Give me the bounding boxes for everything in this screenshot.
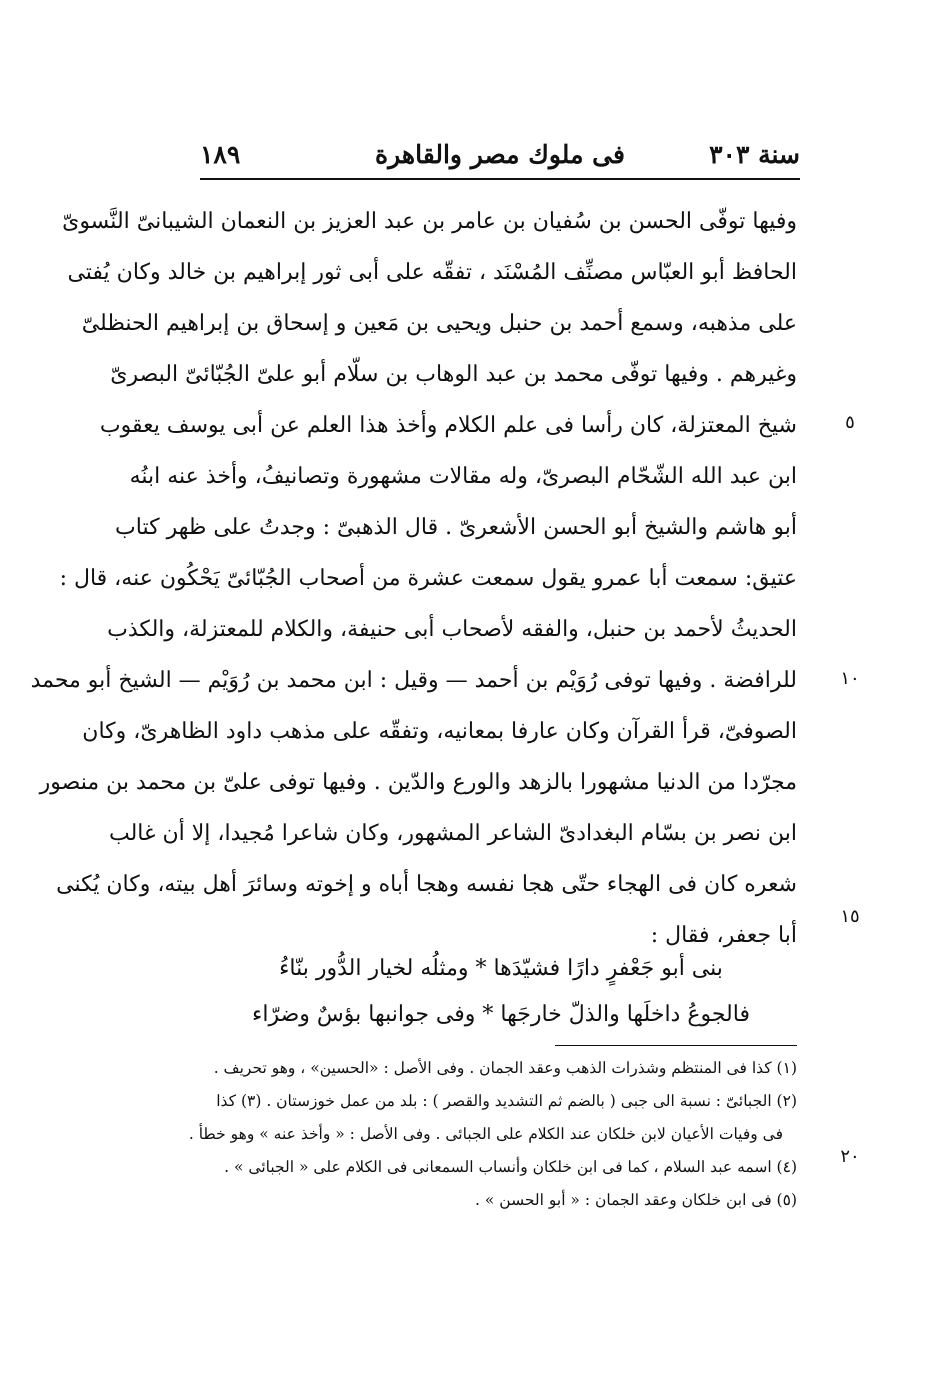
text-line: الحديثُ لأحمد بن حنبل، والفقه لأصحاب أبى حنيفة، والكلام للمعتزلة، والكذب — [107, 617, 797, 642]
text-line: للرافضة . وفيها توفى رُوَيْم بن أحمد — وقيل : ابن محمد بن رُوَيْم — الشيخ أبو محمد — [30, 668, 797, 693]
text-line: على مذهبه، وسمع أحمد بن حنبل ويحيى بن مَعين و إسحاق بن إبراهيم الحنظلىّ — [81, 311, 797, 336]
text-line: شيخ المعتزلة، كان رأسا فى علم الكلام وأخذ هذا العلم عن أبى يوسف يعقوب — [99, 413, 797, 438]
poem-verse-1: بنى أبو جَعْفرٍ دارًا فشيّدَها * ومثلُه لخيار الدُّور بنّاءُ — [279, 956, 723, 981]
text-line: وغيرهم . وفيها توفّى محمد بن عبد الوهاب بن سلّام أبو علىّ الجُبّائىّ البصرىّ — [110, 362, 797, 387]
main-text — [30, 196, 797, 961]
footnotes — [188, 1052, 797, 1217]
text-line: الصوفىّ، قرأ القرآن وكان عارفا بمعانيه، وتفقّه على مذهب داود الظاهرىّ، وكان — [82, 719, 797, 744]
text-line: عتيق: سمعت أبا عمرو يقول سمعت عشرة من أصحاب الجُبّائىّ يَحْكُون عنه، قال : — [59, 566, 797, 591]
poem-verse-2: فالجوعُ داخلَها والذلّ خارجَها * وفى جوانبها بؤسٌ وضرّاء — [252, 1002, 750, 1027]
footnote-rule — [555, 1045, 797, 1046]
text-line: مجرّدا من الدنيا مشهورا بالزهد والورع والدّين . وفيها توفى علىّ بن محمد بن منصور — [39, 770, 797, 795]
line-number-15: ١٥ — [840, 906, 860, 927]
footnote: (٤) اسمه عبد السلام ، كما فى ابن خلكان وأنساب السمعانى فى الكلام على « الجبائى » . — [224, 1158, 797, 1176]
footnote: (٢) الجبائىّ : نسبة الى جبى ( بالضم ثم التشديد والقصر ) : بلد من عمل خوزستان . (٣) كذا — [216, 1092, 797, 1110]
text-line: أبو هاشم والشيخ أبو الحسن الأشعرىّ . قال الذهبىّ : وجدتُ على ظهر كتاب — [115, 515, 797, 540]
header-title: فى ملوك مصر والقاهرة — [375, 140, 625, 169]
line-number-20: ٢٠ — [840, 1146, 860, 1167]
line-number-5: ٥ — [845, 412, 855, 433]
line-number-10: ١٠ — [840, 668, 860, 689]
header-year: سنة ٣٠٣ — [709, 140, 800, 169]
text-line: ابن عبد الله الشّحّام البصرىّ، وله مقالات مشهورة وتصانيفُ، وأخذ عنه ابنُه — [129, 464, 797, 489]
text-line: أبا جعفر، فقال : — [650, 923, 797, 948]
header-rule — [200, 178, 800, 180]
footnote: (١) كذا فى المنتظم وشذرات الذهب وعقد الجمان . وفى الأصل : «الحسين» ، وهو تحريف . — [213, 1059, 797, 1077]
text-line: الحافظ أبو العبّاس مصنِّف المُسْنَد ، تفقّه على أبى ثور إبراهيم بن خالد وكان يُفتى — [67, 260, 797, 285]
running-header — [200, 140, 800, 176]
text-line: شعره كان فى الهجاء حتّى هجا نفسه وهجا أباه و إخوته وسائرَ أهل بيته، وكان يُكنى — [56, 872, 797, 897]
text-line: ابن نصر بن بسّام البغدادىّ الشاعر المشهور، وكان شاعرا مُجيدا، إلا أن غالب — [108, 821, 797, 846]
footnote-continuation: فى وفيات الأعيان لابن خلكان عند الكلام على الجبائى . وفى الأصل : « وأخذ عنه » وهو خطأ . — [188, 1125, 783, 1143]
page-number: ١٨٩ — [200, 140, 241, 169]
footnote: (٥) فى ابن خلكان وعقد الجمان : « أبو الحسن » . — [475, 1191, 797, 1209]
text-line: وفيها توفّى الحسن بن سُفيان بن عامر بن عبد العزيز بن النعمان الشيبانىّ النَّسوىّ — [62, 209, 797, 234]
